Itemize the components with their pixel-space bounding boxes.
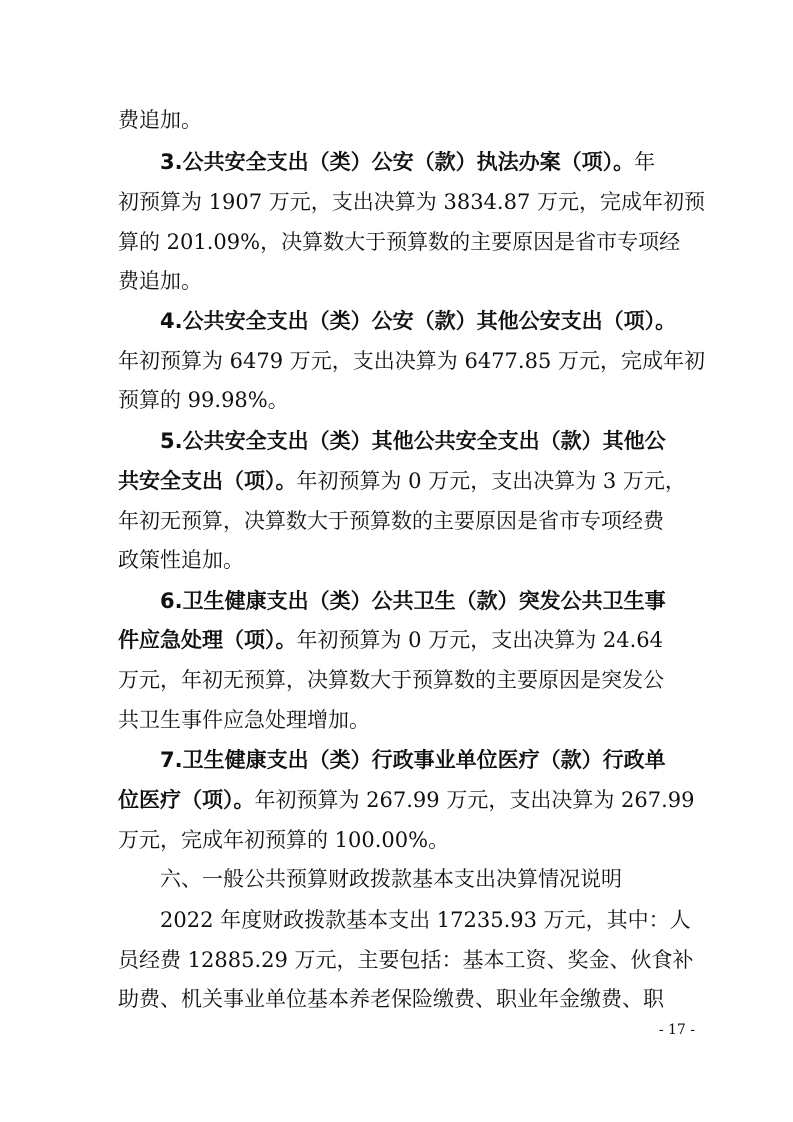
- item-heading-4: [160, 306, 676, 336]
- text-span: 万元，完成年初预算的 100.00%。: [118, 828, 450, 852]
- text-line: [118, 705, 370, 735]
- text-span: 年初预算为 0 万元，支出决算为 24.64: [296, 628, 664, 652]
- text-span: 员经费 12885.29 万元，主要包括：基本工资、奖金、伙食补: [118, 948, 694, 972]
- text-line: [118, 785, 694, 815]
- page-number: - 17 -: [658, 1022, 695, 1038]
- section-title: 六、一般公共预算财政拨款基本支出决算情况说明: [160, 867, 622, 891]
- item-title: 6.卫生健康支出（类）公共卫生（款）突发公共卫生事: [160, 589, 666, 613]
- text-span: 年: [634, 150, 656, 174]
- item-title: 位医疗（项）。: [118, 788, 255, 812]
- text-line: [118, 105, 202, 135]
- item-heading-3: [160, 147, 655, 177]
- item-title: 7.卫生健康支出（类）行政事业单位医疗（款）行政单: [160, 748, 666, 772]
- text-span: 预算的 99.98%。: [118, 388, 289, 412]
- item-title: 3.公共安全支出（类）公安（款）执法办案（项）。: [160, 150, 635, 174]
- text-span: 费追加。: [118, 108, 202, 132]
- text-line: [118, 625, 663, 655]
- text-line: [118, 227, 680, 257]
- item-heading-7: [160, 745, 666, 775]
- text-line: [118, 266, 202, 296]
- text-line: [118, 466, 686, 496]
- text-line: [118, 825, 449, 855]
- text-line: [160, 905, 691, 935]
- item-title: 共安全支出（项）。: [118, 469, 297, 493]
- text-line: [118, 385, 289, 415]
- text-span: 算的 201.09%，决算数大于预算数的主要原因是省市专项经: [118, 230, 681, 254]
- text-span: 初预算为 1907 万元，支出决算为 3834.87 万元，完成年初预: [118, 190, 705, 214]
- text-line: [118, 506, 664, 536]
- item-heading-5: [160, 426, 666, 456]
- text-span: 政策性追加。: [118, 548, 244, 572]
- text-span: 助费、机关事业单位基本养老保险缴费、职业年金缴费、职: [118, 987, 664, 1011]
- text-span: 2022 年度财政拨款基本支出 17235.93 万元，其中：人: [160, 908, 691, 932]
- text-line: [118, 545, 244, 575]
- text-line: [118, 945, 694, 975]
- item-title: 件应急处理（项）。: [118, 628, 297, 652]
- text-span: 年初预算为 0 万元，支出决算为 3 万元，: [296, 469, 686, 493]
- item-title: 4.公共安全支出（类）公安（款）其他公安支出（项）。: [160, 309, 677, 333]
- text-line: [118, 984, 664, 1014]
- text-span: 费追加。: [118, 269, 202, 293]
- text-span: 万元，年初无预算，决算数大于预算数的主要原因是突发公: [118, 668, 664, 692]
- section-heading: [160, 864, 622, 894]
- text-span: 共卫生事件应急处理增加。: [118, 708, 370, 732]
- text-line: [118, 346, 705, 376]
- text-span: 年初预算为 267.99 万元，支出决算为 267.99: [254, 788, 695, 812]
- item-title: 5.公共安全支出（类）其他公共安全支出（款）其他公: [160, 429, 666, 453]
- text-span: 年初预算为 6479 万元，支出决算为 6477.85 万元，完成年初: [118, 349, 705, 373]
- text-line: [118, 665, 664, 695]
- text-line: [118, 187, 705, 217]
- text-span: 年初无预算，决算数大于预算数的主要原因是省市专项经费: [118, 509, 664, 533]
- item-heading-6: [160, 586, 666, 616]
